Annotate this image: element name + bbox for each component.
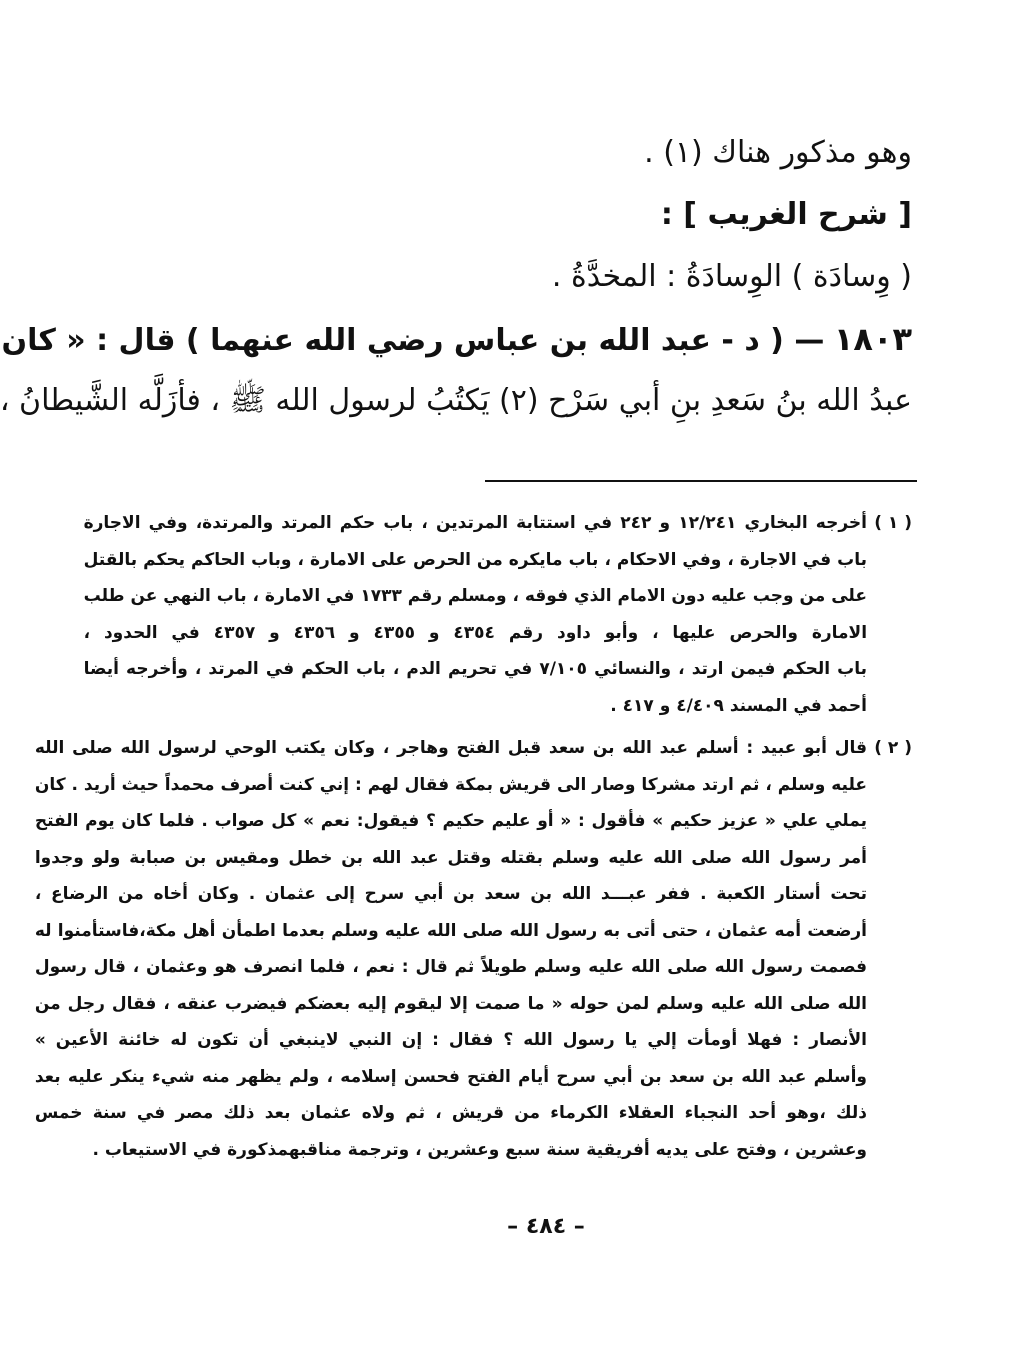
main-line-3: ( وِسادَة ) الوِسادَةُ : المخدَّةُ . [551,259,912,294]
section-heading-gharib: [ شرح الغريب ] : [660,197,912,232]
footnote-line: على من وجب عليه دون الامام الذي فوقه ، ومسلم رقم ١٧٣٣ في الامارة ، باب النهي عن طلب [83,586,867,606]
footnote-line: أخرجه البخاري ١٢/٢٤١ و ٢٤٢ في استتابة المرتدين ، باب حكم المرتد والمرتدة، وفي الاجارة [83,513,867,533]
main-line-1: وهو مذكور هناك (١) . [644,135,912,170]
footnote-line: وأسلم عبد الله بن سعد بن أبي سرح أيام الفتح فحسن إسلامه ، ولم يظهر منه شيء ينكر عليه بعد [34,1066,867,1087]
footnote-line: الله صلى الله عليه وسلم لمن حوله « ما صمت إلا ليقوم إليه بعضكم فيضرب عنقه ، فقال رجل من [34,993,867,1014]
hadith-intro: — ( د - عبد الله بن عباس رضي الله عنهما ) قال : « كان [1,323,825,358]
main-line-5: عبدُ الله بنُ سَعدِ بنِ أبي سَرْح (٢) يَكتُبُ لرسول الله ﷺ ، فأزَلَّه الشَّيطانُ ، [0,383,912,418]
footnote-line: الامارة والحرص عليها ، وأبو داود رقم ٤٣٥٤ و ٤٣٥٥ و ٤٣٥٦ و ٤٣٥٧ في الحدود ، [83,622,868,643]
hadith-header [1,308,912,370]
footnote-marker: ( ٢ ) [874,738,912,758]
footnote-line: أحمد في المسند ٤/٤٠٩ و ٤١٧ . [610,695,867,716]
footnote-line: يملي علي « عزيز حكيم » فأقول : « أو عليم حكيم ؟ فيقول: نعم » كل صواب . فلما كان يوم الفتح [34,811,867,831]
main-text [0,122,912,432]
footnote-line: فصمت رسول الله صلى الله عليه وسلم طويلاً ثم قال : نعم ، فلما انصرف هو وعثمان ، قال رسول [34,957,867,977]
footnote-marker: ( ١ ) [874,513,912,533]
hadith-number: ١٨٠٣ [833,320,912,358]
footnote-line: باب في الاجارة ، وفي الاحكام ، باب مايكره من الحرص على الامارة ، وباب الحاكم يحكم بالقتل [83,549,867,570]
footnote-line: أرضعت أمه عثمان ، حتى أتى به رسول الله صلى الله عليه وسلم بعدما اطمأن أهل مكة،فاستأمنوا له [34,920,867,941]
footnote-line: الأنصار : فهلا أومأت إلي يا رسول الله ؟ فقال : إن النبي لاينبغي أن تكون له خائنة الأعين » [34,1030,867,1050]
footnote-line: أمر رسول الله صلى الله عليه وسلم بقتله وقتل عبد الله بن خطل ومقيس بن صبابة ولو وجدوا [34,847,867,868]
footnote-line: وعشرين ، وفتح على يديه أفريقية سنة سبع وعشرين ، وترجمة مناقبهمذكورة في الاستيعاب . [92,1139,867,1160]
footnote-line: تحت أستار الكعبة . ففر عبـــد الله بن سعد بن أبي سرح إلى عثمان . وكان أخاه من الرضاع ، [34,884,867,904]
footnote-line: ذلك ،وهو أحد النجباء العقلاء الكرماء من قريش ، ثم ولاه عثمان بعد ذلك مصر في سنة خمس [34,1103,867,1123]
footnote-1 [83,505,912,724]
footnote-divider [485,480,917,482]
footnote-line: باب الحكم فيمن ارتد ، والنسائي ٧/١٠٥ في تحريم الدم ، باب الحكم في المرتد ، وأخرجه أيضا [83,659,868,679]
footnote-line: قال أبو عبيد : أسلم عبد الله بن سعد قبل الفتح وهاجر ، وكان يكتب الوحي لرسول الله صلى الله [34,738,867,758]
page-number: – ٤٨٤ – [507,1214,585,1239]
footnote-2 [34,730,912,1168]
footnote-body [84,505,867,724]
footnotes [34,505,912,1174]
footnote-line: عليه وسلم ، ثم ارتد مشركا وصار الى قريش بمكة فقال لهم : إني كنت أصرف محمداً حيث أريد . كان [34,774,867,795]
footnote-body [35,730,867,1168]
